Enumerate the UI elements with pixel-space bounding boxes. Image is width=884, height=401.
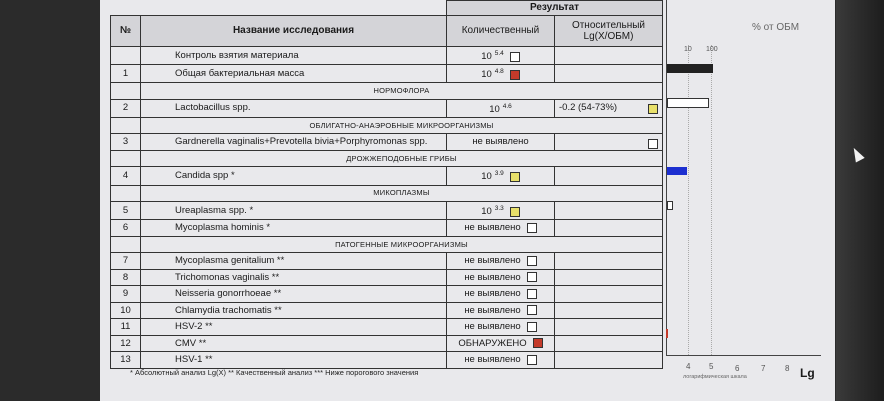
rel-value: -0.2 (54-73%): [559, 102, 618, 114]
candida-bar: [667, 167, 687, 175]
qty-cell: [447, 352, 555, 369]
col-name-header: Название исследования: [141, 16, 447, 47]
row-number: 11: [111, 319, 141, 336]
table-row: [111, 220, 663, 237]
qty-cell: [447, 65, 555, 83]
percent-tick-label: 10: [684, 46, 692, 53]
test-name: Mycoplasma hominis *: [141, 220, 447, 237]
table-row: [111, 134, 663, 151]
qty-text: не выявлено: [464, 304, 521, 316]
qty-cell: [447, 319, 555, 336]
rel-cell: [555, 202, 663, 220]
lactobacillus-bar: [667, 98, 709, 108]
results-body: [111, 47, 663, 369]
qty-base: 10: [489, 103, 500, 115]
footnote: * Абсолютный анализ Lg(X) ** Качественный анализ *** Ниже порогового значения: [130, 368, 419, 377]
table-row: [111, 167, 663, 185]
qty-base: 10: [481, 51, 492, 63]
table-header: [111, 16, 663, 47]
percent-tick-label: 100: [706, 46, 718, 53]
row-number: 5: [111, 202, 141, 220]
test-name: Neisseria gonorrhoeae **: [141, 286, 447, 303]
table-row: [111, 335, 663, 352]
qty-cell: [447, 253, 555, 270]
status-box-icon: [533, 338, 543, 348]
section-num-cell: [111, 83, 141, 100]
section-row: [111, 117, 663, 134]
status-box-icon: [527, 355, 537, 365]
test-name: Trichomonas vaginalis **: [141, 269, 447, 286]
status-box-icon: [648, 139, 658, 149]
qty-cell: [447, 286, 555, 303]
table-row: [111, 269, 663, 286]
qty-text: не выявлено: [464, 354, 521, 366]
gridline: [688, 45, 690, 355]
test-name: Общая бактериальная масса: [141, 65, 447, 83]
qty-text: не выявлено: [464, 255, 521, 267]
qty-cell: [447, 134, 555, 151]
qty-base: 10: [481, 171, 492, 183]
section-num-cell: [111, 117, 141, 134]
section-num-cell: [111, 236, 141, 253]
test-name: Ureaplasma spp. *: [141, 202, 447, 220]
qty-exponent: 4.8: [494, 68, 504, 76]
test-name: HSV-1 **: [141, 352, 447, 369]
screen-edge: [836, 0, 884, 401]
qty-exponent: 3.3: [494, 205, 504, 213]
rel-cell: [555, 302, 663, 319]
status-box-icon: [527, 256, 537, 266]
table-row: [111, 65, 663, 83]
row-number: 6: [111, 220, 141, 237]
rel-cell: [555, 352, 663, 369]
chart-axis-vertical: [666, 0, 667, 355]
test-name: Chlamydia trachomatis **: [141, 302, 447, 319]
status-box-icon: [510, 70, 520, 80]
test-name: HSV-2 **: [141, 319, 447, 336]
table-row: [111, 302, 663, 319]
rel-cell: [555, 167, 663, 185]
section-label: ПАТОГЕННЫЕ МИКРООРГАНИЗМЫ: [141, 236, 663, 253]
test-name: Candida spp *: [141, 167, 447, 185]
status-box-icon: [527, 272, 537, 282]
table-row: [111, 319, 663, 336]
status-box-icon: [527, 322, 537, 332]
qty-cell: [447, 220, 555, 237]
cmv-bar: [666, 329, 668, 338]
row-number: 9: [111, 286, 141, 303]
table-row: [111, 47, 663, 65]
rel-cell: [555, 335, 663, 352]
status-box-icon: [527, 305, 537, 315]
status-box-icon: [510, 172, 520, 182]
lg-tick-label: 6: [735, 364, 740, 373]
row-number: 10: [111, 302, 141, 319]
table-row: [111, 253, 663, 270]
table-row: [111, 286, 663, 303]
row-number: 13: [111, 352, 141, 369]
qty-cell: [447, 167, 555, 185]
result-group-header: Результат: [447, 1, 663, 16]
row-number: [111, 47, 141, 65]
qty-cell: [447, 302, 555, 319]
gridline: [711, 45, 713, 355]
col-rel-header: Относительный Lg(X/ОБМ): [555, 16, 663, 47]
qty-text: не выявлено: [464, 222, 521, 234]
qty-cell: [447, 335, 555, 352]
row-number: 3: [111, 134, 141, 151]
qty-text: ОБНАРУЖЕНО: [458, 337, 527, 349]
lg-tick-label: 4: [686, 362, 691, 371]
rel-cell: [555, 47, 663, 65]
section-label: НОРМОФЛОРА: [141, 83, 663, 100]
rel-cell: [555, 134, 663, 151]
qty-text: не выявлено: [464, 321, 521, 333]
obm-bar: [667, 64, 713, 73]
section-num-cell: [111, 150, 141, 167]
status-box-icon: [648, 104, 658, 114]
col-qty-header: Количественный: [447, 16, 555, 47]
test-name: CMV **: [141, 335, 447, 352]
table-row: [111, 202, 663, 220]
section-num-cell: [111, 185, 141, 202]
table-row: [111, 352, 663, 369]
row-number: 7: [111, 253, 141, 270]
qty-exponent: 4.6: [502, 102, 512, 110]
chart-area: [666, 0, 834, 401]
section-row: [111, 236, 663, 253]
test-name: Mycoplasma genitalium **: [141, 253, 447, 270]
section-row: [111, 150, 663, 167]
results-table: [110, 0, 663, 369]
section-row: [111, 185, 663, 202]
qty-exponent: 3.9: [494, 170, 504, 178]
percent-axis-title: % от ОБМ: [752, 22, 800, 33]
section-label: МИКОПЛАЗМЫ: [141, 185, 663, 202]
qty-cell: [447, 202, 555, 220]
rel-cell: [555, 65, 663, 83]
lg-tick-label: 7: [761, 364, 766, 373]
rel-cell: [555, 253, 663, 270]
qty-text: не выявлено: [464, 288, 521, 300]
row-number: 1: [111, 65, 141, 83]
lg-tick-label: 8: [785, 364, 790, 373]
test-name: Lactobacillus spp.: [141, 99, 447, 117]
row-number: 8: [111, 269, 141, 286]
section-label: ДРОЖЖЕПОДОБНЫЕ ГРИБЫ: [141, 150, 663, 167]
row-number: 2: [111, 99, 141, 117]
chart-axis-horizontal: [666, 355, 821, 356]
status-box-icon: [510, 207, 520, 217]
ureaplasma-bar: [667, 201, 673, 210]
qty-text: не выявлено: [472, 136, 529, 148]
lg-tick-label: 5: [709, 362, 714, 371]
status-box-icon: [510, 52, 520, 62]
qty-base: 10: [481, 206, 492, 218]
table-header-top: [111, 1, 663, 16]
log-scale-title: логарифмическая шкала: [683, 374, 747, 380]
test-name: Контроль взятия материала: [141, 47, 447, 65]
rel-cell: [555, 220, 663, 237]
qty-base: 10: [481, 69, 492, 81]
row-number: 12: [111, 335, 141, 352]
rel-cell: [555, 99, 663, 117]
rel-cell: [555, 286, 663, 303]
row-number: 4: [111, 167, 141, 185]
test-name: Gardnerella vaginalis+Prevotella bivia+Porphyromonas spp.: [141, 134, 447, 151]
qty-text: не выявлено: [464, 271, 521, 283]
col-num-header: №: [111, 16, 141, 47]
qty-cell: [447, 269, 555, 286]
qty-cell: [447, 99, 555, 117]
qty-exponent: 5.4: [494, 50, 504, 57]
section-row: [111, 83, 663, 100]
status-box-icon: [527, 289, 537, 299]
rel-cell: [555, 319, 663, 336]
qty-cell: [447, 47, 555, 65]
lg-axis-label: Lg: [800, 366, 815, 380]
table-row: [111, 99, 663, 117]
section-label: ОБЛИГАТНО-АНАЭРОБНЫЕ МИКРООРГАНИЗМЫ: [141, 117, 663, 134]
status-box-icon: [527, 223, 537, 233]
rel-cell: [555, 269, 663, 286]
